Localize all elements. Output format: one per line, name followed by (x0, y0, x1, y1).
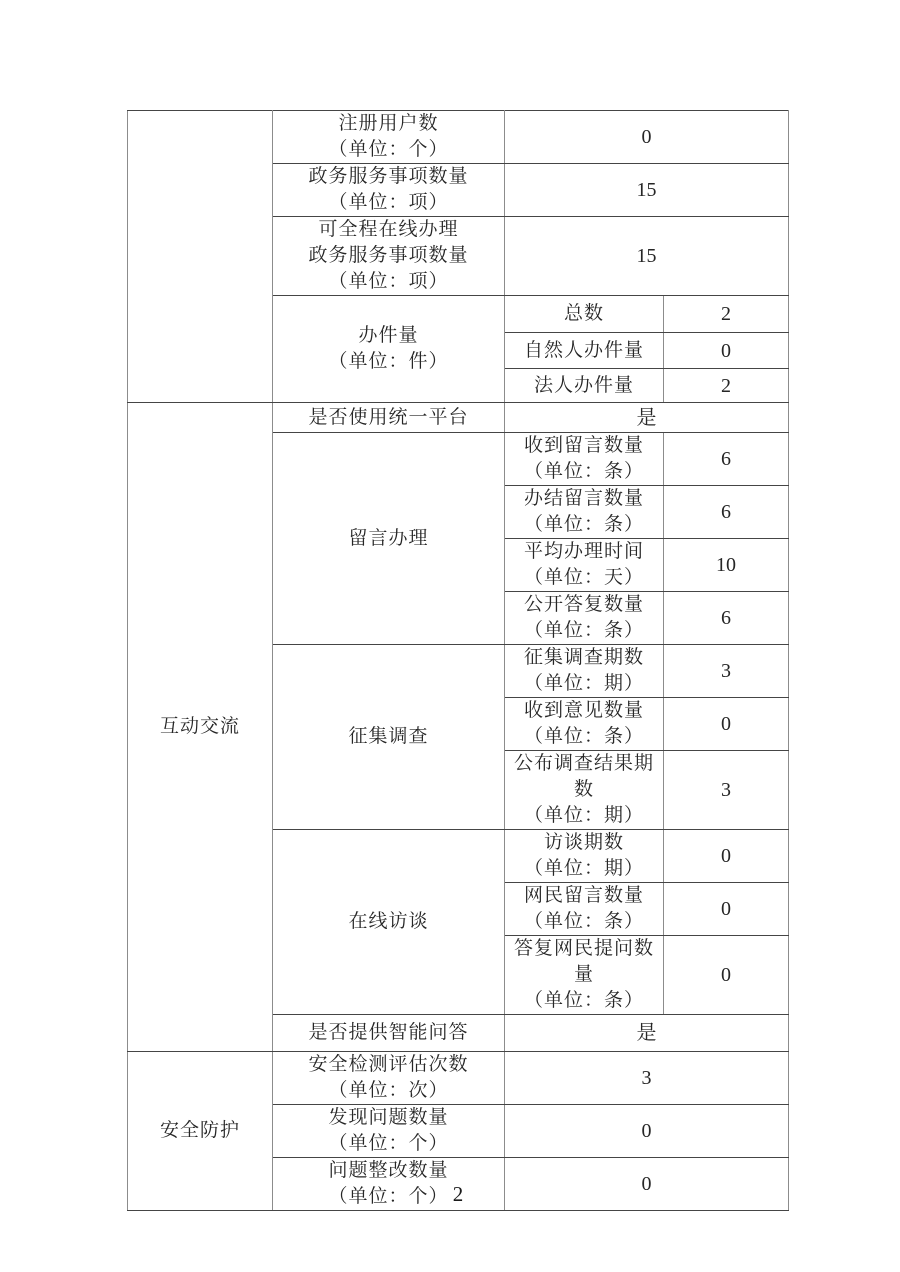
registered-users-label-cell (273, 111, 505, 164)
avg-handling-time-label-cell (505, 539, 664, 592)
unified-platform-value: 是 (505, 403, 789, 433)
problems-found-unit: （单位：个） (328, 1133, 449, 1154)
public-replies-label: 公开答复数量 (523, 594, 644, 615)
netizen-messages-label: 网民留言数量 (523, 885, 644, 906)
page-number: 2 (452, 1182, 464, 1206)
category-cell-security: 安全防护 (128, 1052, 273, 1211)
netizen-messages-label-cell (505, 883, 664, 936)
table-row (128, 111, 789, 164)
messages-completed-label: 办结留言数量 (523, 488, 644, 509)
case-volume-unit: （单位：件） (328, 351, 449, 372)
results-published-label: 公布调查结果期数 (513, 753, 654, 800)
problems-found-value: 0 (505, 1105, 789, 1158)
messages-received-value: 6 (664, 433, 789, 486)
survey-periods-value: 3 (664, 645, 789, 698)
case-volume-total-label: 总数 (505, 296, 664, 333)
messages-completed-value: 6 (664, 486, 789, 539)
avg-handling-time-label: 平均办理时间 (523, 541, 644, 562)
security-assessments-label-cell (273, 1052, 505, 1105)
survey-periods-label: 征集调查期数 (523, 647, 644, 668)
opinions-received-value: 0 (664, 698, 789, 751)
service-items-value: 15 (505, 164, 789, 217)
survey-label-cell: 征集调查 (273, 645, 505, 830)
opinions-received-unit: （单位：条） (523, 726, 644, 747)
problems-rectified-value: 0 (505, 1158, 789, 1211)
survey-periods-label-cell (505, 645, 664, 698)
problems-found-label: 发现问题数量 (328, 1107, 449, 1128)
statistics-table (127, 110, 789, 1211)
full-online-items-label-line1: 可全程在线办理 (318, 219, 459, 240)
messages-completed-unit: （单位：条） (523, 514, 644, 535)
case-volume-natural-value: 0 (664, 333, 789, 369)
netizen-messages-unit: （单位：条） (523, 911, 644, 932)
case-volume-label-cell (273, 296, 505, 403)
results-published-value: 3 (664, 751, 789, 830)
case-volume-natural-label: 自然人办件量 (505, 333, 664, 369)
questions-answered-value: 0 (664, 936, 789, 1015)
netizen-messages-value: 0 (664, 883, 789, 936)
messages-received-label: 收到留言数量 (523, 435, 644, 456)
opinions-received-label: 收到意见数量 (523, 700, 644, 721)
category-cell-interaction: 互动交流 (128, 403, 273, 1052)
service-items-label-cell (273, 164, 505, 217)
full-online-items-label-cell (273, 217, 505, 296)
problems-found-label-cell (273, 1105, 505, 1158)
smart-qa-value: 是 (505, 1015, 789, 1052)
questions-answered-label: 答复网民提问数量 (513, 938, 654, 985)
unified-platform-label: 是否使用统一平台 (273, 403, 505, 433)
security-assessments-value: 3 (505, 1052, 789, 1105)
case-volume-total-value: 2 (664, 296, 789, 333)
avg-handling-time-unit: （单位：天） (523, 567, 644, 588)
interview-label-cell: 在线访谈 (273, 830, 505, 1015)
questions-answered-label-cell (505, 936, 664, 1015)
full-online-items-value: 15 (505, 217, 789, 296)
public-replies-value: 6 (664, 592, 789, 645)
service-items-unit: （单位：项） (328, 192, 449, 213)
messages-received-label-cell (505, 433, 664, 486)
message-handling-label-cell: 留言办理 (273, 433, 505, 645)
interview-periods-label: 访谈期数 (543, 832, 624, 853)
interview-periods-unit: （单位：期） (523, 858, 644, 879)
results-published-label-cell (505, 751, 664, 830)
table-row (128, 1052, 789, 1105)
registered-users-label: 注册用户数 (338, 113, 439, 134)
problems-rectified-unit: （单位：个） (328, 1186, 449, 1207)
survey-periods-unit: （单位：期） (523, 673, 644, 694)
case-volume-label: 办件量 (358, 325, 419, 346)
problems-rectified-label: 问题整改数量 (328, 1160, 449, 1181)
interview-periods-label-cell (505, 830, 664, 883)
interview-periods-value: 0 (664, 830, 789, 883)
full-online-items-unit: （单位：项） (328, 271, 449, 292)
case-volume-legal-label: 法人办件量 (505, 369, 664, 403)
public-replies-unit: （单位：条） (523, 620, 644, 641)
public-replies-label-cell (505, 592, 664, 645)
results-published-unit: （单位：期） (523, 805, 644, 826)
table-row (128, 403, 789, 433)
questions-answered-unit: （单位：条） (523, 990, 644, 1011)
smart-qa-label: 是否提供智能问答 (273, 1015, 505, 1052)
registered-users-value: 0 (505, 111, 789, 164)
security-assessments-unit: （单位：次） (328, 1080, 449, 1101)
registered-users-unit: （单位：个） (328, 139, 449, 160)
service-items-label: 政务服务事项数量 (308, 166, 469, 187)
full-online-items-label-line2: 政务服务事项数量 (308, 245, 469, 266)
opinions-received-label-cell (505, 698, 664, 751)
messages-received-unit: （单位：条） (523, 461, 644, 482)
security-assessments-label: 安全检测评估次数 (308, 1054, 469, 1075)
messages-completed-label-cell (505, 486, 664, 539)
case-volume-legal-value: 2 (664, 369, 789, 403)
category-cell-blank (128, 111, 273, 403)
avg-handling-time-value: 10 (664, 539, 789, 592)
